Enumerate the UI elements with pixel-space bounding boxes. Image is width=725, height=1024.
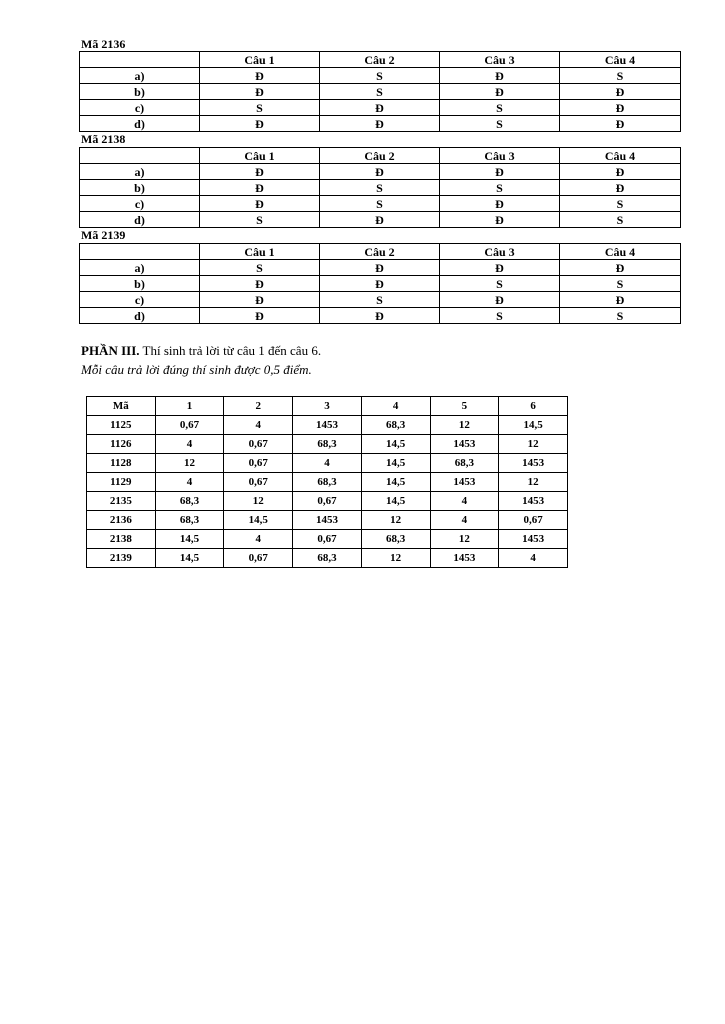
header-cell: Câu 2 xyxy=(320,244,440,260)
header-cell: Câu 4 xyxy=(560,244,681,260)
table-cell: 68,3 xyxy=(155,492,224,511)
row-label: d) xyxy=(80,212,200,228)
table-cell: S xyxy=(200,100,320,116)
code-cell: 1129 xyxy=(87,473,156,492)
table-cell: 0,67 xyxy=(224,473,293,492)
table-row xyxy=(80,276,681,292)
row-label: a) xyxy=(80,164,200,180)
table-cell: 68,3 xyxy=(361,416,430,435)
table-row xyxy=(87,549,568,568)
table-row xyxy=(80,308,681,324)
header-cell: Câu 4 xyxy=(560,52,681,68)
table-cell: Đ xyxy=(560,260,681,276)
table-cell: Đ xyxy=(200,164,320,180)
table-cell: Đ xyxy=(200,84,320,100)
table-cell: S xyxy=(320,84,440,100)
table-cell: 12 xyxy=(430,416,499,435)
table-cell: 14,5 xyxy=(155,549,224,568)
table-cell: 68,3 xyxy=(361,530,430,549)
table-cell: 0,67 xyxy=(224,454,293,473)
table-row xyxy=(80,196,681,212)
header-cell: 2 xyxy=(224,397,293,416)
table-cell: Đ xyxy=(440,84,560,100)
header-cell: Câu 4 xyxy=(560,148,681,164)
table-cell: S xyxy=(560,68,681,84)
table-cell: S xyxy=(320,180,440,196)
table-cell: 0,67 xyxy=(293,530,362,549)
table-cell: Đ xyxy=(440,212,560,228)
table-cell: S xyxy=(560,308,681,324)
table-cell: Đ xyxy=(440,164,560,180)
table-cell: Đ xyxy=(440,68,560,84)
table-cell: Đ xyxy=(200,68,320,84)
code-cell: 2136 xyxy=(87,511,156,530)
header-cell: Câu 2 xyxy=(320,148,440,164)
table-row xyxy=(87,492,568,511)
table-cell: Đ xyxy=(440,196,560,212)
header-cell xyxy=(80,244,200,260)
table-cell: S xyxy=(320,292,440,308)
table-row xyxy=(87,454,568,473)
table-cell: 12 xyxy=(361,511,430,530)
table-cell: 1453 xyxy=(499,492,568,511)
table-row xyxy=(80,180,681,196)
header-cell: 3 xyxy=(293,397,362,416)
table-cell: Đ xyxy=(200,180,320,196)
row-label: b) xyxy=(80,276,200,292)
table-header-row xyxy=(80,244,681,260)
table-row xyxy=(80,164,681,180)
table-header-row xyxy=(87,397,568,416)
table-row xyxy=(80,292,681,308)
table-row xyxy=(80,68,681,84)
table-row xyxy=(80,116,681,132)
table-cell: 1453 xyxy=(499,454,568,473)
table-cell: 4 xyxy=(224,416,293,435)
code-cell: 2135 xyxy=(87,492,156,511)
table-cell: Đ xyxy=(560,100,681,116)
table-cell: 12 xyxy=(361,549,430,568)
table-cell: 14,5 xyxy=(361,454,430,473)
code-cell: 1128 xyxy=(87,454,156,473)
table-cell: Đ xyxy=(200,308,320,324)
table-row xyxy=(87,473,568,492)
code-cell: 2138 xyxy=(87,530,156,549)
header-cell: Câu 1 xyxy=(200,52,320,68)
table-cell: Đ xyxy=(320,276,440,292)
code-cell: 1125 xyxy=(87,416,156,435)
table-cell: Đ xyxy=(440,292,560,308)
table-cell: 68,3 xyxy=(155,511,224,530)
table-row xyxy=(87,435,568,454)
table-cell: 0,67 xyxy=(499,511,568,530)
part3-heading xyxy=(81,343,321,359)
part3-title-text: Thí sinh trả lời từ câu 1 đến câu 6. xyxy=(139,343,322,358)
table-cell: 12 xyxy=(224,492,293,511)
header-cell: Câu 1 xyxy=(200,148,320,164)
row-label: c) xyxy=(80,196,200,212)
table-cell: S xyxy=(440,276,560,292)
row-label: d) xyxy=(80,116,200,132)
part3-note: Mỗi câu trả lời đúng thí sinh được 0,5 điểm. xyxy=(81,362,312,377)
table-cell: 68,3 xyxy=(293,473,362,492)
table-cell: Đ xyxy=(320,308,440,324)
row-label: b) xyxy=(80,84,200,100)
table-row xyxy=(87,511,568,530)
table-cell: 0,67 xyxy=(155,416,224,435)
row-label: d) xyxy=(80,308,200,324)
table-cell: Đ xyxy=(200,292,320,308)
table-cell: S xyxy=(320,196,440,212)
table-cell: S xyxy=(560,196,681,212)
table-cell: 68,3 xyxy=(293,435,362,454)
table-cell: 0,67 xyxy=(224,435,293,454)
header-cell xyxy=(80,52,200,68)
table-cell: Đ xyxy=(440,260,560,276)
table-cell: S xyxy=(440,100,560,116)
header-cell: Câu 1 xyxy=(200,244,320,260)
table-cell: S xyxy=(200,212,320,228)
table-cell: Đ xyxy=(320,100,440,116)
header-cell xyxy=(80,148,200,164)
code-cell: 1126 xyxy=(87,435,156,454)
header-cell: Câu 3 xyxy=(440,244,560,260)
table-cell: 68,3 xyxy=(293,549,362,568)
table-cell: S xyxy=(440,180,560,196)
header-cell: 4 xyxy=(361,397,430,416)
table-cell: 1453 xyxy=(293,511,362,530)
row-label: a) xyxy=(80,260,200,276)
table-cell: 4 xyxy=(224,530,293,549)
table-cell: Đ xyxy=(200,276,320,292)
part3-answer-table xyxy=(86,396,568,568)
table-cell: 12 xyxy=(499,435,568,454)
table-cell: 14,5 xyxy=(361,492,430,511)
table-cell: Đ xyxy=(320,164,440,180)
table-row xyxy=(80,212,681,228)
table-header-row xyxy=(80,52,681,68)
code-label-2139: Mã 2139 xyxy=(81,228,126,242)
table-cell: 4 xyxy=(499,549,568,568)
answer-table-2136 xyxy=(79,51,681,132)
part3-title-bold: PHẦN III. xyxy=(81,343,140,358)
code-label-2136: Mã 2136 xyxy=(81,37,126,51)
code-cell: 2139 xyxy=(87,549,156,568)
answer-table-2138 xyxy=(79,147,681,228)
table-cell: S xyxy=(440,116,560,132)
table-cell: Đ xyxy=(200,196,320,212)
table-cell: 4 xyxy=(430,492,499,511)
table-cell: S xyxy=(320,68,440,84)
header-cell: 5 xyxy=(430,397,499,416)
table-cell: Đ xyxy=(200,116,320,132)
table-cell: 4 xyxy=(293,454,362,473)
table-row xyxy=(80,100,681,116)
table-row xyxy=(87,416,568,435)
table-cell: 1453 xyxy=(430,473,499,492)
table-cell: 1453 xyxy=(499,530,568,549)
header-cell: 6 xyxy=(499,397,568,416)
table-cell: 14,5 xyxy=(499,416,568,435)
row-label: c) xyxy=(80,292,200,308)
table-cell: 1453 xyxy=(430,549,499,568)
table-cell: S xyxy=(560,276,681,292)
header-cell: Câu 3 xyxy=(440,148,560,164)
table-cell: Đ xyxy=(560,116,681,132)
row-label: b) xyxy=(80,180,200,196)
table-cell: Đ xyxy=(560,180,681,196)
table-cell: 14,5 xyxy=(224,511,293,530)
header-cell: Mã xyxy=(87,397,156,416)
table-cell: 12 xyxy=(155,454,224,473)
table-cell: Đ xyxy=(320,212,440,228)
table-row xyxy=(80,260,681,276)
table-cell: 1453 xyxy=(293,416,362,435)
table-cell: 1453 xyxy=(430,435,499,454)
table-cell: 14,5 xyxy=(361,473,430,492)
header-cell: Câu 3 xyxy=(440,52,560,68)
answer-table-2139 xyxy=(79,243,681,324)
table-cell: Đ xyxy=(560,84,681,100)
header-cell: Câu 2 xyxy=(320,52,440,68)
table-cell: 12 xyxy=(499,473,568,492)
table-cell: S xyxy=(560,212,681,228)
table-cell: S xyxy=(440,308,560,324)
table-cell: Đ xyxy=(560,164,681,180)
table-cell: Đ xyxy=(320,260,440,276)
table-cell: 4 xyxy=(155,435,224,454)
table-cell: 14,5 xyxy=(155,530,224,549)
table-cell: 68,3 xyxy=(430,454,499,473)
table-row xyxy=(87,530,568,549)
table-row xyxy=(80,84,681,100)
table-cell: Đ xyxy=(560,292,681,308)
table-header-row xyxy=(80,148,681,164)
table-cell: 0,67 xyxy=(224,549,293,568)
table-cell: 4 xyxy=(155,473,224,492)
header-cell: 1 xyxy=(155,397,224,416)
table-cell: 4 xyxy=(430,511,499,530)
table-cell: 14,5 xyxy=(361,435,430,454)
table-cell: S xyxy=(200,260,320,276)
code-label-2138: Mã 2138 xyxy=(81,132,126,146)
table-cell: 0,67 xyxy=(293,492,362,511)
table-cell: Đ xyxy=(320,116,440,132)
row-label: a) xyxy=(80,68,200,84)
table-cell: 12 xyxy=(430,530,499,549)
row-label: c) xyxy=(80,100,200,116)
